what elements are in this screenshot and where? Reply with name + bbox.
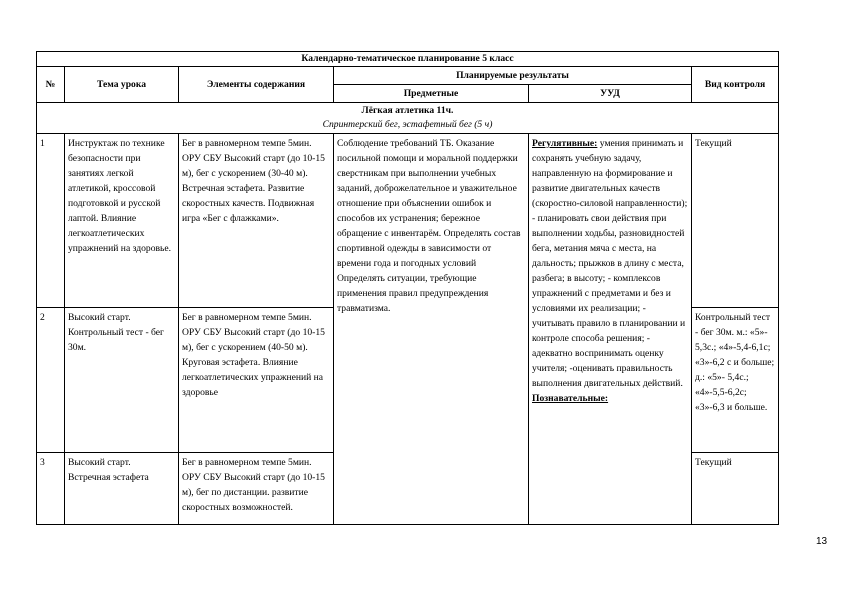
row-control: Текущий: [692, 134, 779, 308]
row-topic: Высокий старт. Встречная эстафета: [65, 453, 179, 525]
row-topic: Инструктаж по технике безопасности при занятиях легкой атлетикой, кроссовой подготовкой и русской лаптой. Влияние легкоатлетических упражнений на здоровье.: [65, 134, 179, 308]
uud-regulatory-label: Регулятивные:: [532, 138, 598, 149]
uud-text: умения принимать и сохранять учебную задачу, направленную на формирование и развитие двигательных качеств (скоростно-силовой направленности); - планировать свои действия при выполнении ходьбы, разновидностей бега, метания мяча с места, на дальность; прыжков в длину с места, разбега; в высоту; - комплексов упражнений с предметами и без и условиями их реализации; - учитывать правило в планировании и контроле способа решения; - адекватно воспринимать оценку учителя; -оценивать правильность выполнения двигательных действий.: [532, 138, 688, 389]
row-elements: Бег в равномерном темпе 5мин. ОРУ СБУ Высокий старт (до 10-15 м), бег с ускорением (30-40 м). Встречная эстафета. Развитие скоростных качеств. Подвижная игра «Бег с флажками».: [179, 134, 334, 308]
row-topic: Высокий старт. Контрольный тест - бег 30м.: [65, 308, 179, 453]
header-subject: Предметные: [334, 85, 529, 103]
row-elements: Бег в равномерном темпе 5мин. ОРУ СБУ Высокий старт (до 10-15 м), бег по дистанции. развитие скоростных возможностей.: [179, 453, 334, 525]
header-uud: УУД: [529, 85, 692, 103]
planning-table: [36, 51, 779, 525]
page-number: 13: [816, 536, 828, 547]
table-title: Календарно-тематическое планирование 5 класс: [37, 52, 779, 67]
row-num: 3: [37, 453, 65, 525]
row-num: 2: [37, 308, 65, 453]
row-elements: Бег в равномерном темпе 5мин. ОРУ СБУ Высокий старт (до 10-15 м), бег с ускорением (40-50 м). Круговая эстафета. Влияние легкоатлетических упражнений на здоровье: [179, 308, 334, 453]
header-elements: Элементы содержания: [179, 67, 334, 103]
uud-cell: [529, 134, 692, 525]
row-control: Контрольный тест - бег 30м. м.: «5»- 5,3с.; «4»-5,4-6,1с; «3»-6,2 с и больше; д.: «5»- 5,4с.; «4»-5,5-6,2с; «3»-6,3 и больше.: [692, 308, 779, 453]
row-control: Текущий: [692, 453, 779, 525]
header-num: №: [37, 67, 65, 103]
header-control: Вид контроля: [692, 67, 779, 103]
subject-results-cell: Соблюдение требований ТБ. Оказание посильной помощи и моральной поддержки сверстникам при выполнении учебных заданий, доброжелательное и уважительное отношение при объяснении ошибок и способов их устранения; бережное обращение с инвентарём. Определять состав спортивной одежды в зависимости от времени года и погодных условий Определять ситуации, требующие применения правил предупреждения травматизма.: [334, 134, 529, 525]
section-title: Лёгкая атлетика 11ч.: [361, 105, 454, 116]
header-planned-results: Планируемые результаты: [334, 67, 692, 85]
section-heading: [37, 103, 779, 134]
header-topic: Тема урока: [65, 67, 179, 103]
table-row: [37, 134, 779, 308]
row-num: 1: [37, 134, 65, 308]
section-subtitle: Спринтерский бег, эстафетный бег (5 ч): [322, 119, 493, 130]
uud-cognitive-label: Познавательные:: [532, 393, 609, 404]
